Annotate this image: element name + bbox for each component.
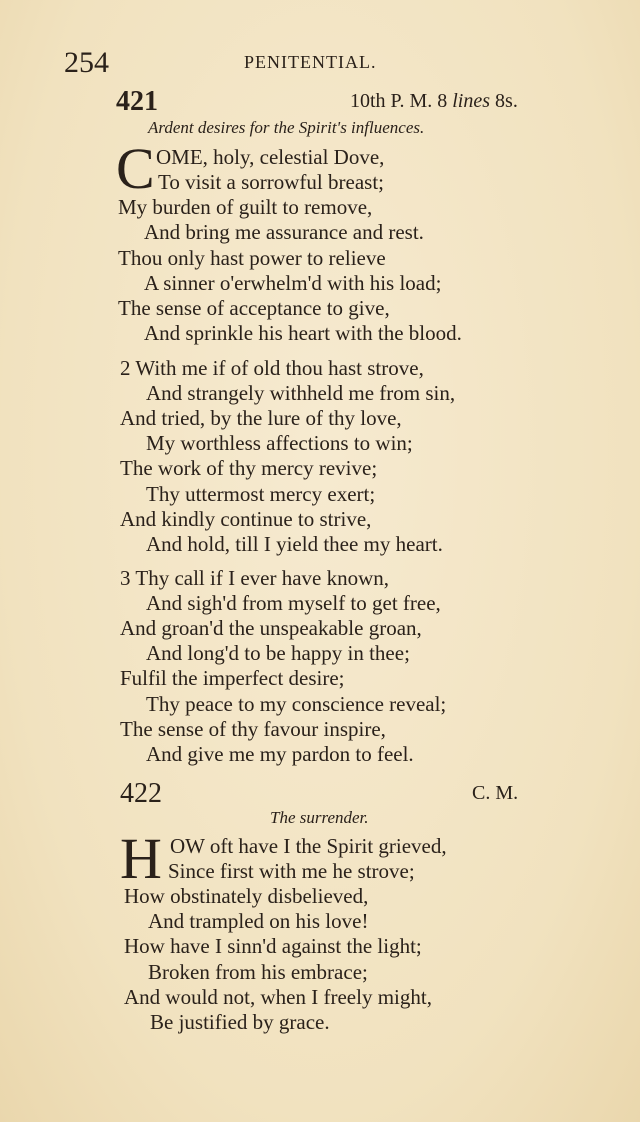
- hymn-421-dropcap: C: [116, 136, 155, 201]
- verse-line: And trampled on his love!: [148, 909, 369, 933]
- verse-line: Since first with me he strove;: [168, 859, 415, 883]
- verse-line: OW oft have I the Spirit grieved,: [170, 834, 447, 858]
- hymn-422-subtitle: The surrender.: [270, 808, 369, 827]
- verse-line: Be justified by grace.: [150, 1010, 330, 1034]
- hymn-422-dropcap: H: [120, 826, 162, 891]
- hymn-421-meter: 10th P. M. 8 lines 8s.: [350, 90, 518, 112]
- verse-line: And kindly continue to strive,: [120, 507, 372, 531]
- verse-line: Thy peace to my conscience reveal;: [146, 692, 447, 716]
- running-title: PENITENTIAL.: [244, 52, 377, 72]
- verse-line: How have I sinn'd against the light;: [124, 934, 422, 958]
- verse-line: 3 Thy call if I ever have known,: [120, 566, 390, 590]
- verse-line: The sense of thy favour inspire,: [120, 717, 386, 741]
- verse-line: The sense of acceptance to give,: [118, 296, 390, 320]
- page-header: [64, 46, 584, 82]
- verse-line: My burden of guilt to remove,: [118, 195, 373, 219]
- verse-line: And tried, by the lure of thy love,: [120, 406, 402, 430]
- hymn-422-number: 422: [120, 778, 162, 809]
- verse-line: 2 With me if of old thou hast strove,: [120, 356, 424, 380]
- verse-line: And strangely withheld me from sin,: [146, 381, 456, 405]
- verse-line: A sinner o'erwhelm'd with his load;: [144, 271, 442, 295]
- verse-line: Thou only hast power to relieve: [118, 246, 386, 270]
- verse-line: And bring me assurance and rest.: [144, 220, 424, 244]
- verse-line: And groan'd the unspeakable groan,: [120, 616, 422, 640]
- verse-line: And long'd to be happy in thee;: [146, 641, 410, 665]
- page-number: 254: [64, 46, 109, 79]
- verse-line: My worthless affections to win;: [146, 431, 413, 455]
- hymn-421-subtitle: Ardent desires for the Spirit's influences.: [148, 118, 425, 137]
- verse-line: The work of thy mercy revive;: [120, 456, 378, 480]
- verse-line: Fulfil the imperfect desire;: [120, 666, 345, 690]
- verse-line: Thy uttermost mercy exert;: [146, 482, 376, 506]
- verse-line: OME, holy, celestial Dove,: [156, 145, 385, 169]
- verse-line: And give me my pardon to feel.: [146, 742, 414, 766]
- verse-line: And would not, when I freely might,: [124, 985, 432, 1009]
- verse-line: To visit a sorrowful breast;: [158, 170, 384, 194]
- verse-line: And hold, till I yield thee my heart.: [146, 532, 443, 556]
- verse-line: And sprinkle his heart with the blood.: [144, 321, 462, 345]
- hymn-421-number: 421: [116, 86, 158, 117]
- verse-line: How obstinately disbelieved,: [124, 884, 369, 908]
- verse-line: And sigh'd from myself to get free,: [146, 591, 441, 615]
- hymn-422-meter: C. M.: [472, 782, 519, 804]
- verse-line: Broken from his embrace;: [148, 960, 368, 984]
